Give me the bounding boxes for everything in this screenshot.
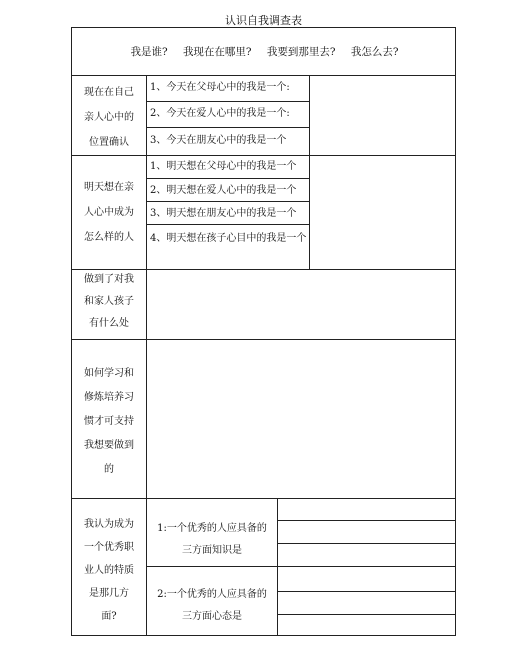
row-divider [72,339,455,340]
label-line: 是那几方 [89,588,129,599]
row-divider [277,543,455,544]
traits-line: 2:一个优秀的人应具备的 [157,589,267,600]
future-item-friends: 3、明天想在朋友心中的我是一个 [150,208,297,219]
row-divider [277,520,455,521]
row-divider [146,101,309,102]
question-where-now: 我现在在哪里? [182,46,252,58]
traits-line: 1:一个优秀的人应具备的 [157,523,267,534]
traits-mindset [148,584,276,628]
label-line: 惯才可支持 [84,416,134,427]
label-line: 怎么样的人 [84,232,134,243]
question-how: 我怎么去? [350,46,399,58]
row-divider [146,566,277,567]
row-divider [146,224,309,225]
question-where-go: 我要到那里去? [266,46,336,58]
label-line: 修炼培养习 [84,392,134,403]
label-line: 如何学习和 [84,368,134,379]
row-divider [146,127,309,128]
label-line: 业人的特质 [84,565,134,576]
traits-line: 三方面心态是 [182,611,242,622]
current-item-spouse: 2、今天在爱人心中的我是一个: [150,108,290,119]
label-line: 面? [101,611,117,622]
label-line: 有什么处 [89,318,129,329]
label-line: 明天想在亲 [84,182,134,193]
section-traits-label [72,513,146,628]
section-future-label [72,175,146,250]
column-divider [146,75,147,635]
label-line: 和家人孩子 [84,296,134,307]
current-item-parents: 1、今天在父母心中的我是一个: [150,82,290,93]
page-title: 认识自我调查表 [225,14,302,27]
label-line: 现在在自己 [84,87,134,98]
row-divider [277,614,455,615]
future-item-spouse: 2、明天想在爱人心中的我是一个 [150,185,297,196]
traits-line: 三方面知识是 [182,545,242,556]
question-who: 我是谁? [130,46,168,58]
label-line: 亲人心中的 [84,112,134,123]
row-divider [72,75,455,76]
label-line: 做到了对我 [84,274,134,285]
row-divider [72,155,455,156]
section-benefit-label [72,269,146,335]
survey-table [71,27,456,636]
label-line: 一个优秀职 [84,542,134,553]
label-line: 我认为成为 [84,519,134,530]
section-current-label [72,80,146,155]
label-line: 位置确认 [89,137,129,148]
row-divider [72,498,455,499]
header-questions [72,44,457,59]
section-learning-label [72,362,146,482]
future-item-parents: 1、明天想在父母心中的我是一个 [150,161,297,172]
future-item-children: 4、明天想在孩子心目中的我是一个 [150,233,307,244]
row-divider [277,591,455,592]
label-line: 我想要做到 [84,440,134,451]
label-line: 人心中成为 [84,207,134,218]
column-divider [309,75,310,269]
label-line: 的 [104,464,114,475]
current-item-friends: 3、今天在朋友心中的我是一个 [150,135,287,146]
traits-knowledge [148,518,276,562]
row-divider [277,566,455,567]
row-divider [146,201,309,202]
row-divider [146,178,309,179]
